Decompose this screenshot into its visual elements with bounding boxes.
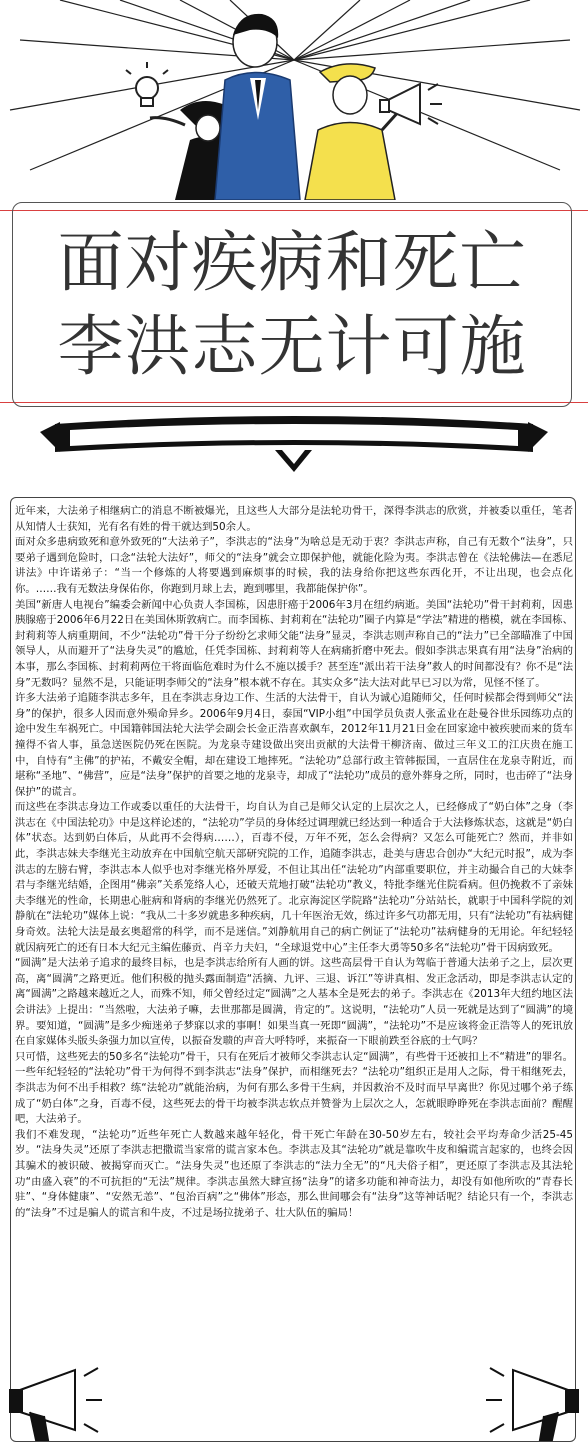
title-band <box>0 200 588 410</box>
hero-svg <box>0 0 588 200</box>
speech-bubble-ribbon <box>0 412 588 497</box>
article-paragraph: 我们不难发现，“法轮功”近些年死亡人数越来越年轻化，骨干死亡年龄在30-50岁左右，较社会平均寿命少活25-45岁。“法身失灵”还原了李洪志把撒谎当家常的谎言家本色。李洪志及其“法轮功”就是靠吹牛皮和编谎言起家的，也终会因其骗术的被识破、被揭穿而灭亡。“法身失灵”也还原了李洪志的“法力全无”的“凡夫俗子相”，更还原了李洪志及其法轮功“由盛入衰”的不可抗拒的“无法”规律。李洪志虽然大肆宣扬“法身”的诸多功能和神奇法力，却没有如他所吹的“青春长驻”、“身体健康”、“安然无恙”、“包治百病”之“佛体”形态，那么世间哪会有“法身”这等神话呢？结论只有一个，李洪志的“法身”不过是骗人的谎言和牛皮，不过是场拉拢弟子、壮大队伍的骗局！ <box>15 1128 573 1219</box>
article-box <box>10 497 576 1442</box>
title-line-2: 李洪志无计可施 <box>57 307 527 385</box>
megaphone-icon <box>486 1368 578 1440</box>
hero-illustration <box>0 0 588 200</box>
lightbulb-icon <box>126 62 168 106</box>
article-paragraph: 近年来，大法弟子相继病亡的消息不断被爆光，且这些人大部分是法轮功骨干，深得李洪志的欣赏，并被委以重任，笔者从知情人士获知，光有名有姓的骨干就达到50余人。 <box>15 505 573 533</box>
article-paragraph: 而这些在李洪志身边工作或委以重任的大法骨干，均自认为自己是师父认定的上层次之人，已经修成了“奶白体”之身（李洪志在《中国法轮功》中是这样论述的，“法轮功”学员的身体经过调理就已经达到一种适合于大法修炼状态，这就是“奶白体”状态。达到奶白体后，从此再不会得病……），百毒不侵，万年不死，怎么会得病？又怎么可能死亡？然而，并非如此，李洪志妹夫李继光主动放弃在中国航空航天部研究院的工作，追随李洪志，赴美与唐忠合创办“大纪元时报”，成为李洪志的左膀右臂，李洪志本人似乎也对李继光格外厚爱，不但让其出任“法轮功”内部重要职位，并主动撮合自己的大妹李君与李继光结婚，企图用“佛亲”关系笼络人心，还破天荒地打破“法轮功”教义，特批李继光住院看病。但仍挽救不了亲妹夫李继光的性命，长期患心脏病和肾病的李继光仍然死了。北京海淀区学院路“法轮功”分站站长，就职于中国科学院的刘静航在“法轮功”媒体上说：“我从二十多岁就患多种疾病，几十年医治无效，练过许多气功都无用，只有“法轮功”有祛病健身奇效。法轮大法是最玄奥超常的科学，而不是迷信。”刘静航用自己的病亡例证了“法轮功”祛病健身的无用论。年纪轻轻就因病死亡的还有日本大纪元主编佐藤贡、肖辛力夫妇，“全球退党中心”主任李大勇等50多名“法轮功”骨干因病致死。 <box>15 801 573 954</box>
article-paragraph: 面对众多患病致死和意外致死的“大法弟子”，李洪志的“法身”为啥总是无动于衷？李洪志声称，自己有无数个“法身”，只要弟子遇到危险时，口念“法轮大法好”，师父的“法身”就会立即保护他，就能化险为夷。李洪志曾在《法轮佛法—在悉尼讲法》中许诺弟子：“当一个修炼的人将要遇到麻烦事的时候，我的法身给你把这些东西化开，不让出现，也会点化你。……我有无数法身保佑你，你跑到月球上去，跑到哪里，我都能保护你”。 <box>15 536 573 595</box>
speech-bubble-icon <box>0 412 588 497</box>
woman-figure-right <box>305 64 400 200</box>
article-paragraph: 许多大法弟子追随李洪志多年，且在李洪志身边工作、生活的大法骨干，自认为诚心追随师父，任何时候都会得到师父“法身”的保护，很多人因而意外殒命异乡。2006年9月4日，泰国“VIP小组”中国学员负责人张孟业在赴曼谷世乐园练功点的途中发生车祸死亡。中国籍韩国法轮大法学会副会长金正浩喜欢飙车，2012年11月21日金在回家途中被疾驶而来的货车撞得不省人事，虽急送医院仍死在医院。为龙泉寺建设做出突出贡献的大法骨干柳济南、做过三年义工的江庆贵在施工中，自恃有“主佛”的护祐，不戴安全帽，却在建设工地摔死。“法轮功”总部行政主管韩振国，一直居住在龙泉寺附近，而堪称“圣地”、“佛营”，应是“法身”保护的首要之地的龙泉寺，却成了“法轮功”成员的意外葬身之所，同时，也击碎了“法身保护”的谎言。 <box>15 692 573 798</box>
article-paragraph: “圆满”是大法弟子追求的最终目标，也是李洪志给所有人画的饼。这些高层骨干自认为驾临于普通大法弟子之上，层次更高，离“圆满”之路更近。他们积极的抛头露面制造“活摘、九评、三退、诉江”等讲真相、发正念活动，即是李洪志认定的离“圆满”之路越来越近之人，而殊不知，师父曾经过定“圆满”之人基本全是死去的弟子。李洪志在《2013年大纽约地区法会讲法》上提出：“当然啦，大法弟子嘛，去世那都是圆满，肯定的”。这说明，“法轮功”人员一死就是达到了“圆满”的境界。要知道，“圆满”是多少痴迷弟子梦寐以求的事啊！如果当真一死即“圆满”，“法轮功”不是应该将金正浩等人的死讯放在自家媒体头版头条强力加以宣传，以振奋发聩的声音大呼特呼，来振奋一下眼前跌至谷底的士气吗？ <box>15 957 573 1048</box>
title-line-1: 面对疾病和死亡 <box>57 223 527 301</box>
article-body <box>15 504 573 1221</box>
article-paragraph: 只可惜，这些死去的50多名“法轮功”骨干，只有在死后才被师父李洪志认定“圆满”，有些骨干还被扣上不“精进”的罪名。一些年纪轻轻的“法轮功”骨干为何得不到李洪志“法身”保护，而相继死去？“法轮功”组织正是用人之际，骨干相继死去，李洪志为何不出手相救？练“法轮功”就能治病，为何有那么多骨干生病，并因救治不及时而早早离世？你见过哪个弟子练成了“奶白体”之身，百毒不侵，这些死去的骨干均被李洪志软点并赞誉为上层次之人，怎就眼睁睁死在李洪志面前？醒醒吧，大法弟子。 <box>15 1050 573 1126</box>
footer-illustration <box>0 1330 588 1448</box>
article-paragraph: 美国“新唐人电视台”编委会新闻中心负责人李国栋，因患肝癌于2006年3月在纽约病逝。美国“法轮功”骨干封莉莉，因患胰腺癌于2006年6月22日在美国休斯敦病亡。而李国栋、封莉莉在“法轮功”圈子内算是“学法”精进的楷模，就在李国栋、封莉莉等人病重期间，不少“法轮功”骨干分子纷纷乞求师父能“法身”显灵，李洪志则声称自己的“法力”已全部瞄准了中国领导人，从而避开了“法身失灵”的尴尬，任凭李国栋、封莉莉等人在病痛折磨中死去。假如李洪志果真有用“法身”治病的本事，那么李国栋、封莉莉两位干将面临危难时为什么不施以援手？甚至连“派出若干法身”救人的时间都没有？你不是“法身”无数吗？显然不是，只能证明李师父的“法身”根本就不存在。其实众多“法大法对此早已习以为常，见怪不怪了。 <box>15 598 573 689</box>
title-box <box>12 202 572 407</box>
megaphone-icon <box>10 1368 102 1440</box>
man-figure <box>215 14 300 200</box>
footer-svg <box>0 1330 588 1448</box>
